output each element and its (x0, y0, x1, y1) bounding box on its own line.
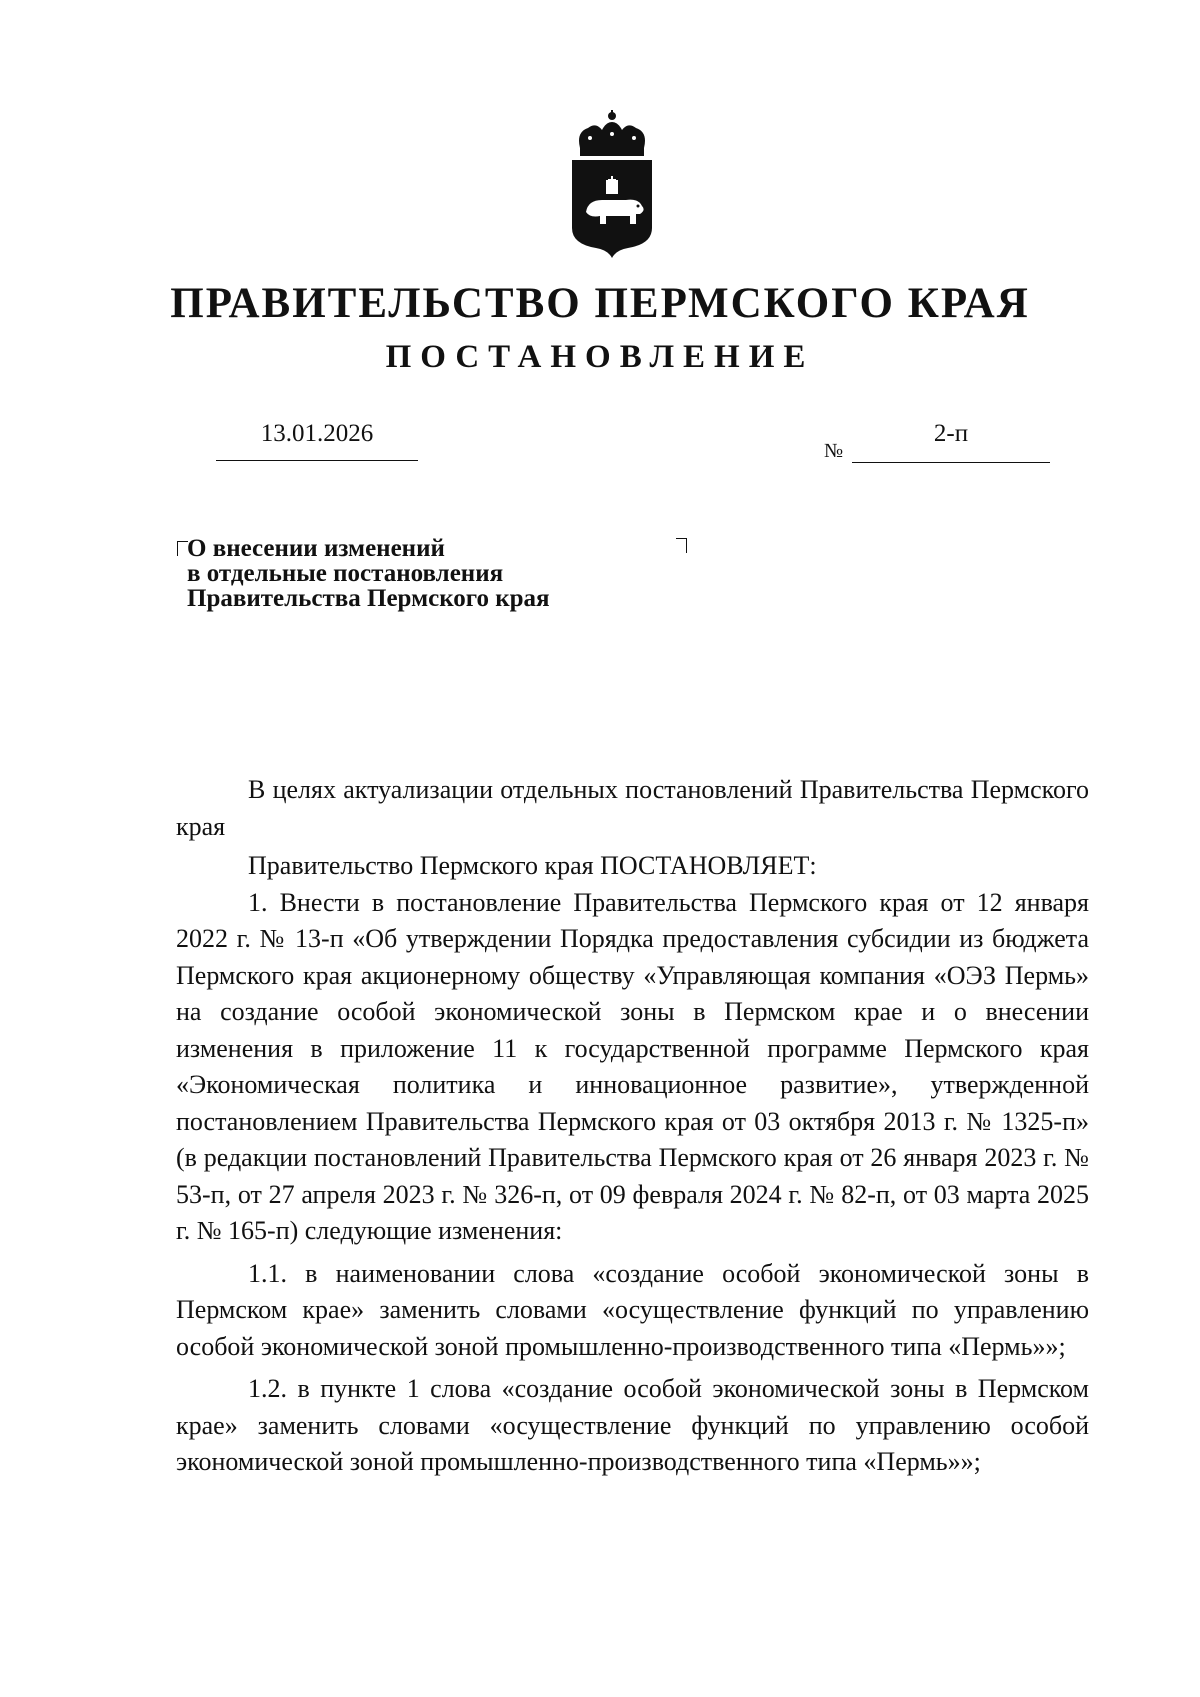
subject-line: Правительства Пермского края (187, 585, 550, 612)
body-paragraph-preamble: В целях актуализации отдельных постановлений Правительства Пермского края (176, 775, 1089, 841)
number-underline (852, 462, 1050, 463)
organization-title: ПРАВИТЕЛЬСТВО ПЕРМСКОГО КРАЯ (170, 280, 1030, 327)
coat-of-arms-icon (566, 110, 658, 260)
body-paragraph-item-1-2: 1.2. в пункте 1 слова «создание особой экономической зоны в Пермском крае» заменить словами «осуществление функций по управлению особой экономической зоной промышленно-производственного типа «Пермь»»; (176, 1374, 1089, 1476)
document-body (176, 772, 1089, 1481)
document-type: ПОСТАНОВЛЕНИЕ (385, 339, 815, 375)
body-paragraph-resolves: Правительство Пермского края ПОСТАНОВЛЯЕТ: (248, 851, 817, 880)
body-paragraph-item-1: 1. Внести в постановление Правительства Пермского края от 12 января 2022 г. № 13-п «Об утверждении Порядка предоставления субсидии из бюджета Пермского края акционерному обществу «Управляющая компания «ОЭЗ Пермь» на создание особой экономической зоны в Пермском крае и о внесении изменения в приложение 11 к государственной программе Пермского края «Экономическая политика и инновационное развитие», утвержденной постановлением Правительства Пермского края от 03 октября 2013 г. № 1325-п» (в редакции постановлений Правительства Пермского края от 26 января 2023 г. № 53-п, от 27 апреля 2023 г. № 326-п, от 09 февраля 2024 г. № 82-п, от 03 марта 2025 г. № 165-п) следующие изменения: (176, 887, 1089, 1245)
date-underline (216, 460, 418, 461)
document-date: 13.01.2026 (260, 420, 374, 447)
subject-line: в отдельные постановления (187, 560, 504, 587)
number-sign: № (824, 440, 844, 462)
document-number: 2-п (933, 420, 969, 447)
document-subject (187, 536, 707, 611)
body-paragraph-item-1-1: 1.1. в наименовании слова «создание особой экономической зоны в Пермском крае» заменить словами «осуществление функций по управлению особой экономической зоной промышленно-производственного типа «Пермь»»; (176, 1258, 1089, 1361)
subject-line: О внесении изменений (187, 535, 445, 562)
